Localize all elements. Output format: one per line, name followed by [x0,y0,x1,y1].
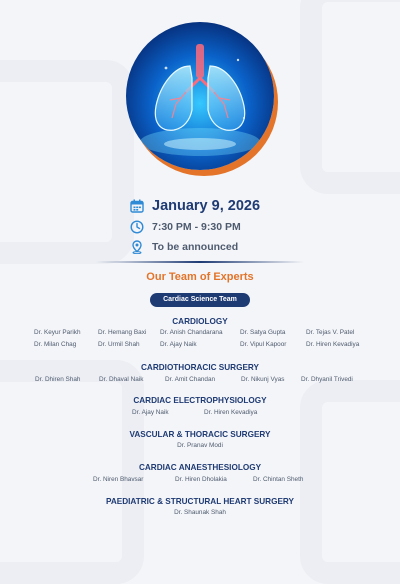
doctor-name: Dr. Ajay Naik [132,409,169,416]
background-shape [300,0,400,194]
calendar-icon [130,199,144,213]
doctor-name: Dr. Amit Chandan [165,376,216,383]
event-venue-row [130,238,260,256]
doctor-row [0,409,400,416]
doctor-name: Dr. Chintan Sheth [253,476,304,483]
doctor-row [0,442,400,449]
experts-heading: Our Team of Experts [146,271,254,283]
event-time: 7:30 PM - 9:30 PM [152,221,241,233]
doctor-name: Dr. Dhiren Shah [35,376,81,383]
section-title-electrophysiology: CARDIAC ELECTROPHYSIOLOGY [133,396,267,405]
doctor-row [0,476,400,483]
background-shape [0,60,134,264]
doctor-name: Dr. Milan Chag [34,341,77,348]
doctor-name: Dr. Hemang Baxi [98,329,147,336]
doctor-name: Dr. Ajay Naik [160,341,197,348]
team-badge: Cardiac Science Team [150,293,250,307]
doctor-name: Dr. Nikunj Vyas [241,376,285,383]
event-venue: To be announced [152,241,239,253]
section-title-cardiology: CARDIOLOGY [172,317,228,326]
section-title-paediatric: PAEDIATRIC & STRUCTURAL HEART SURGERY [105,497,294,506]
section-title-vascular: VASCULAR & THORACIC SURGERY [129,430,271,439]
location-pin-icon [130,240,144,254]
doctor-name: Dr. Dhaval Naik [99,376,144,383]
clock-icon [130,220,144,234]
event-date-row [130,196,260,216]
doctor-name: Dr. Urmil Shah [98,341,140,348]
doctor-name: Dr. Tejas V. Patel [306,329,355,336]
doctor-row [0,509,400,516]
section-title-anaesthesiology: CARDIAC ANAESTHESIOLOGY [138,463,262,472]
section-divider [96,261,304,263]
section-title-cardiothoracic: CARDIOTHORACIC SURGERY [141,363,259,372]
doctor-name: Dr. Satya Gupta [240,329,286,336]
doctor-name: Dr. Hiren Dholakia [175,476,227,483]
doctor-name: Dr. Anish Chandarana [160,329,223,336]
event-details [130,196,260,256]
doctor-name: Dr. Hiren Kevadiya [204,409,258,416]
doctor-name: Dr. Shaunak Shah [174,509,226,516]
background-shape [0,360,144,584]
doctor-row [0,329,400,336]
event-date: January 9, 2026 [152,198,261,214]
doctor-name: Dr. Vipul Kapoor [240,341,287,348]
lungs-illustration [126,22,274,170]
doctor-row [0,376,400,383]
doctor-name: Dr. Niren Bhavsar [93,476,144,483]
doctor-name: Dr. Pranav Modi [177,442,223,449]
doctor-row [0,341,400,348]
doctor-name: Dr. Hiren Kevadiya [306,341,360,348]
doctor-name: Dr. Dhyanil Trivedi [301,376,353,383]
event-time-row [130,218,260,236]
doctor-name: Dr. Keyur Parikh [34,329,81,336]
